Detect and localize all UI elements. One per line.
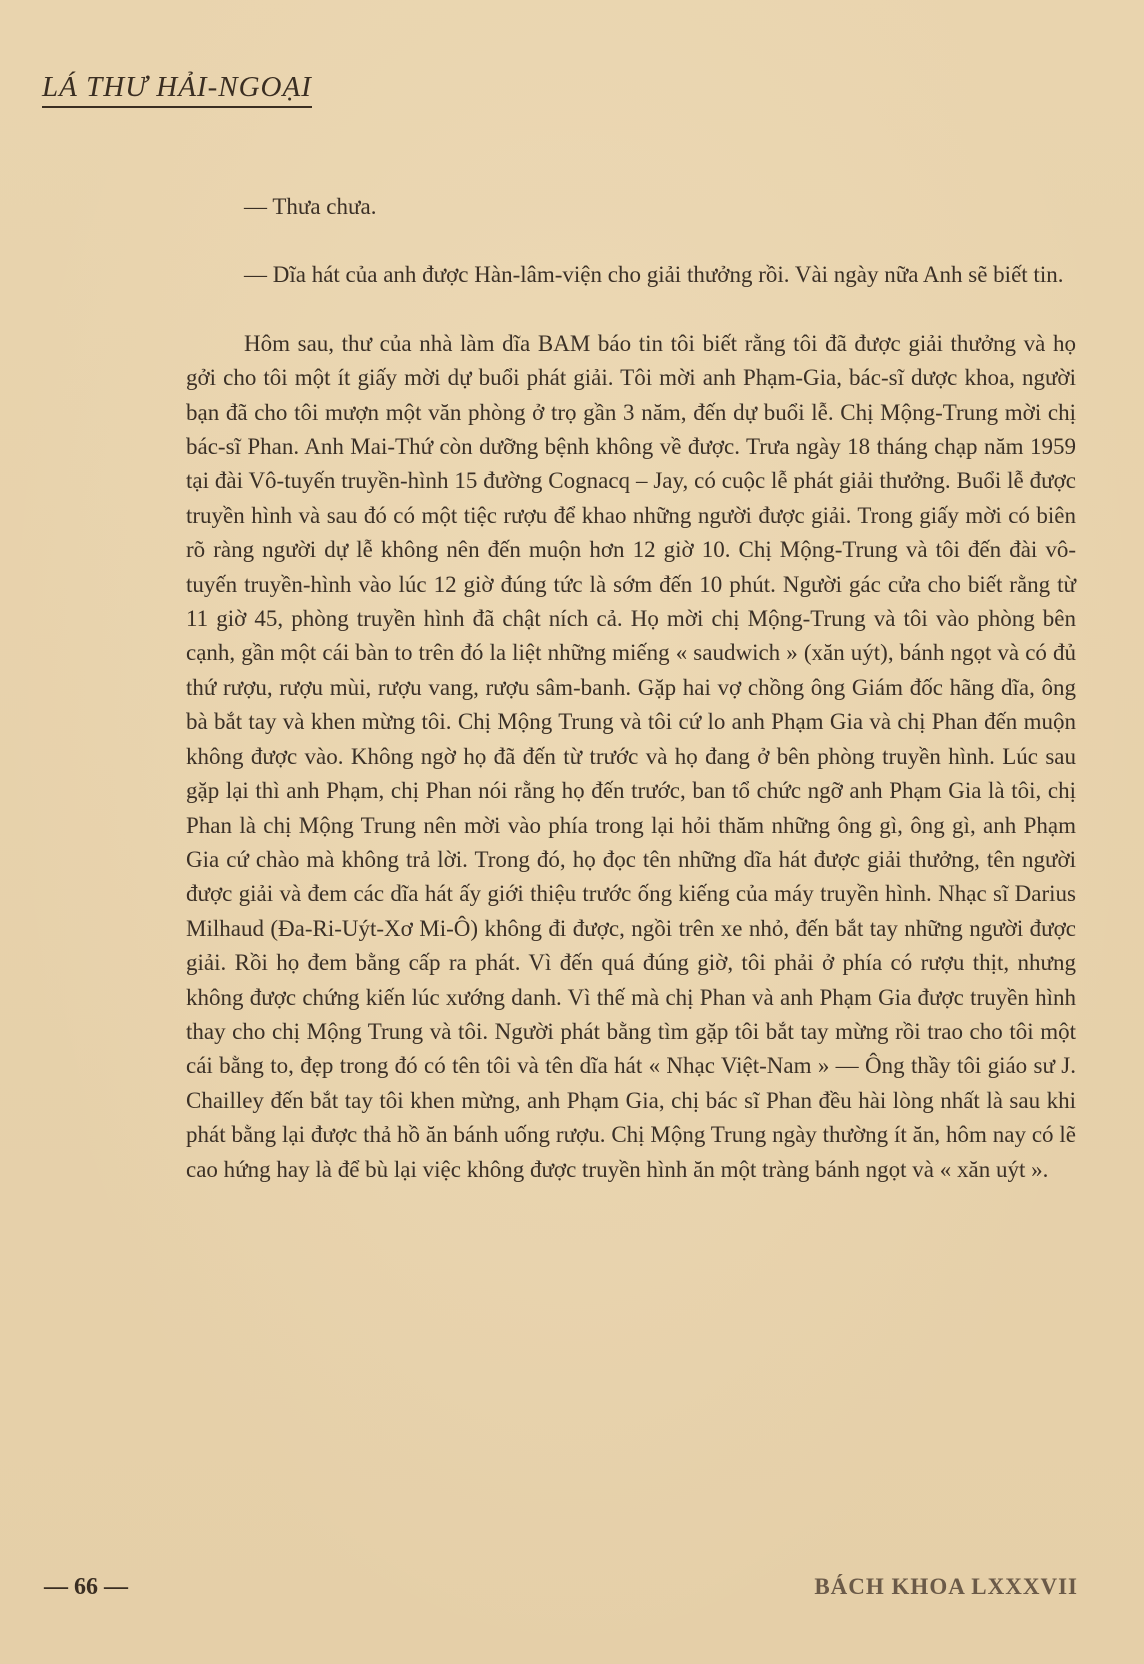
running-title: LÁ THƯ HẢI-NGOẠI xyxy=(42,72,312,108)
body-paragraph: Hôm sau, thư của nhà làm dĩa BAM báo tin tôi biết rằng tôi đã được giải thưởng và họ gởi cho tôi một ít giấy mời dự buổi phát giải. Tôi mời anh Phạm-Gia, bác-sĩ dược khoa, người bạn đã cho tôi mượn một văn phòng ở trọ gần 3 năm, đến dự buổi lễ. Chị Mộng-Trung mời chị bác-sĩ Phan. Anh Mai-Thứ còn dưỡng bệnh không về được. Trưa ngày 18 tháng chạp năm 1959 tại đài Vô-tuyến truyền-hình 15 đường Cognacq – Jay, có cuộc lễ phát giải thưởng. Buổi lễ được truyền hình và sau đó có một tiệc rượu để khao những người được giải. Trong giấy mời có biên rõ ràng người dự lễ không nên đến muộn hơn 12 giờ 10. Chị Mộng-Trung và tôi đến đài vô-tuyến truyền-hình vào lúc 12 giờ đúng tức là sớm đến 10 phút. Người gác cửa cho biết rằng từ 11 giờ 45, phòng truyền hình đã chật ních cả. Họ mời chị Mộng-Trung và tôi vào phòng bên cạnh, gần một cái bàn to trên đó la liệt những miếng « saudwich » (xăn uýt), bánh ngọt và có đủ thứ rượu, rượu mùi, rượu vang, rượu sâm-banh. Gặp hai vợ chồng ông Giám đốc hãng dĩa, ông bà bắt tay và khen mừng tôi. Chị Mộng Trung và tôi cứ lo anh Phạm Gia và chị Phan đến muộn không được vào. Không ngờ họ đã đến từ trước và họ đang ở bên phòng truyền hình. Lúc sau gặp lại thì anh Phạm, chị Phan nói rằng họ đến trước, ban tổ chức ngỡ anh Phạm Gia là tôi, chị Phan là chị Mộng Trung nên mời vào phía trong lại hỏi thăm những ông gì, ông gì, anh Phạm Gia cứ chào mà không trả lời. Trong đó, họ đọc tên những dĩa hát được giải thưởng, tên người được giải và đem các dĩa hát ấy giới thiệu trước ống kiếng của máy truyền hình. Nhạc sĩ Darius Milhaud (Đa-Ri-Uýt-Xơ Mi-Ô) không đi được, ngồi trên xe nhỏ, đến bắt tay những người được giải. Rồi họ đem bằng cấp ra phát. Vì đến quá đúng giờ, tôi phải ở phía có rượu thịt, nhưng không được chứng kiến lúc xướng danh. Vì thế mà chị Phan và anh Phạm Gia được truyền hình thay cho chị Mộng Trung và tôi. Người phát bằng tìm gặp tôi bắt tay mừng rồi trao cho tôi một cái bằng to, đẹp trong đó có tên tôi và tên dĩa hát « Nhạc Việt-Nam » — Ông thầy tôi giáo sư J. Chailley đến bắt tay tôi khen mừng, anh Phạm Gia, chị bác sĩ Phan đều hài lòng nhất là sau khi phát bằng lại được thả hồ ăn bánh uống rượu. Chị Mộng Trung ngày thường ít ăn, hôm nay có lẽ cao hứng hay là để bù lại việc không được truyền hình ăn một tràng bánh ngọt và « xăn uýt ». xyxy=(186,330,1076,1182)
dialogue-line-2: — Dĩa hát của anh được Hàn-lâm-viện cho giải thưởng rồi. Vài ngày nữa Anh sẽ biết tin. xyxy=(244,262,1064,288)
page-number: — 66 — xyxy=(44,1574,128,1600)
publication-footer: BÁCH KHOA LXXXVII xyxy=(814,1574,1078,1599)
article-body xyxy=(186,190,1076,1187)
dialogue-line-1: — Thưa chưa. xyxy=(244,194,377,219)
